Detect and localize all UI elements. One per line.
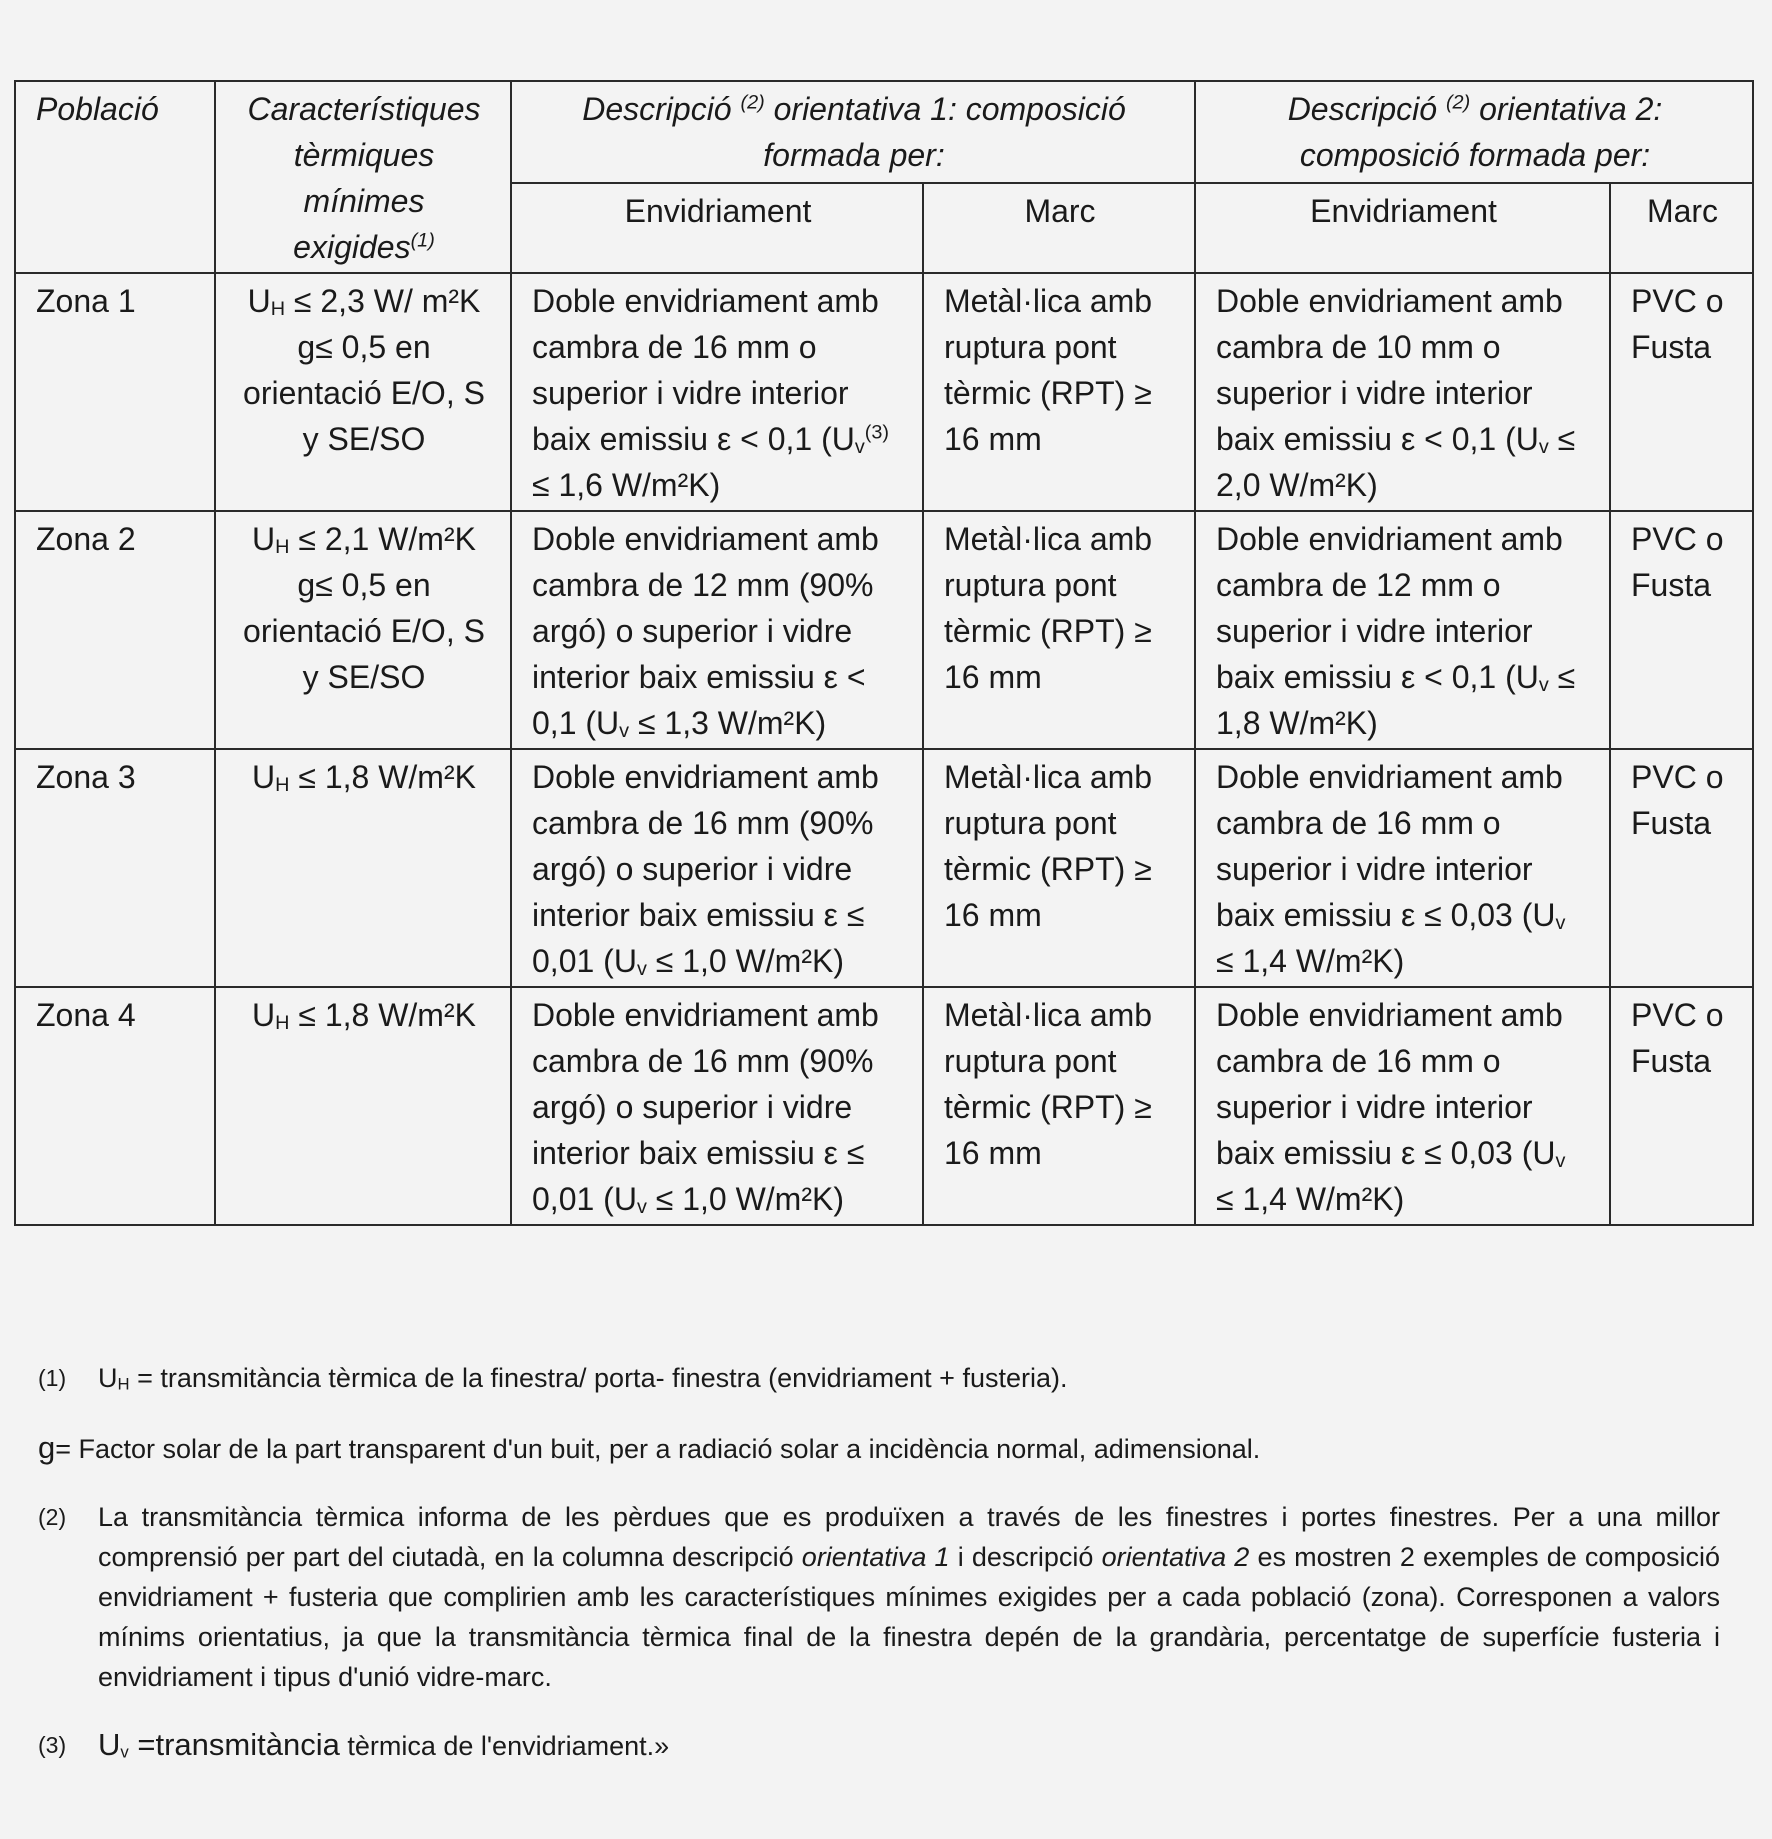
header-row bbox=[15, 81, 1753, 183]
table-row bbox=[15, 511, 1753, 749]
uv-subscript: v bbox=[1538, 673, 1549, 696]
table-row bbox=[15, 987, 1753, 1225]
uv-subscript: v bbox=[1538, 435, 1549, 458]
uv-subscript: v bbox=[619, 719, 630, 742]
footnote-2-italic-2: orientativa 2 bbox=[1101, 1542, 1250, 1572]
cell-zona: Zona 1 bbox=[15, 273, 215, 511]
cell-marc-2: PVC o Fusta bbox=[1610, 987, 1753, 1225]
footnote-2-a: La transmitància tèrmica informa de les pèrdues que es produïxen a través de les finestres i portes finestres. Per a una millor comprensió per part del ciutadà, en la columna descripció bbox=[98, 1502, 1720, 1572]
header-descripcio-1-a: Descripció bbox=[582, 91, 732, 127]
table-row bbox=[15, 749, 1753, 987]
env1-value: ≤ 1,6 W/m²K) bbox=[532, 467, 721, 503]
env2-value: ≤ 1,4 W/m²K) bbox=[1216, 1181, 1405, 1217]
cell-envidriament-1 bbox=[511, 749, 923, 987]
uv-subscript: v bbox=[120, 1742, 129, 1762]
footnote-2-italic-1: orientativa 1 bbox=[801, 1542, 950, 1572]
uh-symbol: U bbox=[247, 283, 271, 319]
env1-text: Doble envidriament amb cambra de 12 mm (90% argó) o superior i vidre interior baix emissiu ε < 0,1 (U bbox=[532, 521, 879, 741]
footnote-text bbox=[38, 1428, 1720, 1469]
footnote-1-text: = transmitància tèrmica de la finestra/ porta- finestra (envidriament + fusteria). bbox=[129, 1363, 1068, 1393]
env1-value: ≤ 1,0 W/m²K) bbox=[646, 1181, 844, 1217]
header-descripcio-1 bbox=[511, 81, 1195, 183]
uh-subscript: H bbox=[117, 1374, 130, 1394]
uh-symbol: U bbox=[98, 1363, 118, 1393]
footnote-ref-3: (3) bbox=[864, 421, 889, 444]
footnote-text bbox=[98, 1358, 1720, 1398]
uh-subscript: H bbox=[270, 297, 286, 320]
uv-subscript: v bbox=[1555, 1149, 1566, 1172]
footnote-1b-text: = Factor solar de la part transparent d'un buit, per a radiació solar a incidència normal, adimensional. bbox=[55, 1434, 1261, 1464]
uv-subscript: v bbox=[854, 435, 865, 458]
g-value: g≤ 0,5 en orientació E/O, S y SE/SO bbox=[243, 329, 485, 457]
footnote-number: (3) bbox=[38, 1732, 67, 1758]
footnote-text bbox=[98, 1497, 1720, 1697]
g-value: g≤ 0,5 en orientació E/O, S y SE/SO bbox=[243, 567, 485, 695]
header-marc-1: Marc bbox=[923, 183, 1195, 273]
env1-value: ≤ 1,3 W/m²K) bbox=[629, 705, 827, 741]
footnote-3-text: tèrmica de l'envidriament.» bbox=[339, 1731, 670, 1761]
env1-text: Doble envidriament amb cambra de 16 mm (90% argó) o superior i vidre interior baix emissiu ε ≤ 0,01 (U bbox=[532, 759, 879, 979]
uh-symbol: U bbox=[252, 521, 276, 557]
cell-marc-1: Metàl·lica amb ruptura pont tèrmic (RPT) ≥ 16 mm bbox=[923, 987, 1195, 1225]
cell-zona: Zona 3 bbox=[15, 749, 215, 987]
footnote-ref-2b: (2) bbox=[1445, 91, 1471, 114]
header-poblacio-text: Població bbox=[36, 91, 159, 127]
uv-subscript: v bbox=[636, 957, 647, 980]
env1-text: Doble envidriament amb cambra de 16 mm (90% argó) o superior i vidre interior baix emissiu ε ≤ 0,01 (U bbox=[532, 997, 879, 1217]
uh-value: ≤ 2,1 W/m²K bbox=[289, 521, 476, 557]
env2-value: ≤ 2,0 W/m²K) bbox=[1216, 421, 1576, 503]
footnote-1-g bbox=[38, 1428, 1720, 1469]
cell-envidriament-1 bbox=[511, 273, 923, 511]
header-envidriament-1: Envidriament bbox=[511, 183, 923, 273]
cell-envidriament-2 bbox=[1195, 749, 1610, 987]
cell-envidriament-2 bbox=[1195, 987, 1610, 1225]
cell-marc-2: PVC o Fusta bbox=[1610, 273, 1753, 511]
cell-marc-1: Metàl·lica amb ruptura pont tèrmic (RPT) ≥ 16 mm bbox=[923, 749, 1195, 987]
env2-text: Doble envidriament amb cambra de 16 mm o superior i vidre interior baix emissiu ε ≤ 0,03 (U bbox=[1216, 997, 1563, 1171]
footnote-2-b: i descripció bbox=[949, 1542, 1102, 1572]
env2-value: ≤ 1,4 W/m²K) bbox=[1216, 943, 1405, 979]
env2-text: Doble envidriament amb cambra de 12 mm o superior i vidre interior baix emissiu ε < 0,1 (U bbox=[1216, 521, 1563, 695]
cell-envidriament-1 bbox=[511, 511, 923, 749]
cell-marc-1: Metàl·lica amb ruptura pont tèrmic (RPT) ≥ 16 mm bbox=[923, 511, 1195, 749]
uv-subscript: v bbox=[636, 1195, 647, 1218]
footnote-number: (1) bbox=[38, 1365, 67, 1391]
uh-symbol: U bbox=[252, 759, 276, 795]
cell-marc-2: PVC o Fusta bbox=[1610, 749, 1753, 987]
cell-envidriament-2 bbox=[1195, 273, 1610, 511]
footnote-3 bbox=[38, 1725, 1720, 1766]
footnote-2 bbox=[38, 1497, 1720, 1697]
g-symbol: g bbox=[38, 1430, 56, 1465]
uv-subscript: v bbox=[1555, 911, 1566, 934]
env2-text: Doble envidriament amb cambra de 10 mm o superior i vidre interior baix emissiu ε < 0,1 (U bbox=[1216, 283, 1563, 457]
footnote-2-c: es mostren 2 exemples de composició envidriament + fusteria que complirien amb les característiques mínimes exigides per a cada població (zona). Corresponen a valors mínims orientatius, ja que la transmitància tèrmica final de la finestra depén de la grandària, percentatge de superfície fusteria i envidriament i tipus d'unió vidre-marc. bbox=[98, 1542, 1720, 1692]
footnote-ref-1: (1) bbox=[410, 229, 435, 252]
env1-text: Doble envidriament amb cambra de 16 mm o superior i vidre interior baix emissiu ε < 0,1 (U bbox=[532, 283, 879, 457]
cell-zona: Zona 4 bbox=[15, 987, 215, 1225]
env1-value: ≤ 1,0 W/m²K) bbox=[646, 943, 844, 979]
cell-envidriament-1 bbox=[511, 987, 923, 1225]
cell-envidriament-2 bbox=[1195, 511, 1610, 749]
uh-symbol: U bbox=[252, 997, 276, 1033]
cell-caracteristiques bbox=[215, 273, 511, 511]
uh-subscript: H bbox=[275, 1011, 290, 1034]
cell-zona: Zona 2 bbox=[15, 511, 215, 749]
cell-caracteristiques bbox=[215, 749, 511, 987]
footnote-1 bbox=[38, 1358, 1720, 1398]
cell-marc-2: PVC o Fusta bbox=[1610, 511, 1753, 749]
header-marc-2: Marc bbox=[1610, 183, 1753, 273]
table-row bbox=[15, 273, 1753, 511]
footnotes bbox=[38, 1358, 1720, 1794]
env2-text: Doble envidriament amb cambra de 16 mm o superior i vidre interior baix emissiu ε ≤ 0,03 (U bbox=[1216, 759, 1563, 933]
uh-subscript: H bbox=[275, 773, 290, 796]
env2-value: ≤ 1,8 W/m²K) bbox=[1216, 659, 1576, 741]
header-descripcio-2-b: orientativa 2: composició formada per: bbox=[1299, 91, 1663, 173]
uh-subscript: H bbox=[275, 535, 290, 558]
header-caracteristiques-text: Característiques tèrmiques mínimes exigides bbox=[247, 91, 481, 265]
header-descripcio-2 bbox=[1195, 81, 1753, 183]
header-caracteristiques bbox=[215, 81, 511, 273]
footnote-number: (2) bbox=[38, 1504, 67, 1530]
cell-marc-1: Metàl·lica amb ruptura pont tèrmic (RPT) ≥ 16 mm bbox=[923, 273, 1195, 511]
uh-value: ≤ 2,3 W/ m²K bbox=[285, 283, 481, 319]
header-descripcio-2-a: Descripció bbox=[1287, 91, 1438, 127]
uv-symbol: U bbox=[98, 1727, 121, 1762]
cell-caracteristiques bbox=[215, 511, 511, 749]
header-envidriament-2: Envidriament bbox=[1195, 183, 1610, 273]
footnote-3-big: =transmitància bbox=[128, 1727, 340, 1762]
header-poblacio bbox=[15, 81, 215, 273]
header-descripcio-1-b: orientativa 1: composició formada per: bbox=[763, 91, 1126, 173]
footnote-ref-2: (2) bbox=[740, 91, 765, 114]
uh-value: ≤ 1,8 W/m²K bbox=[289, 759, 476, 795]
window-requirements-table bbox=[14, 80, 1754, 1226]
cell-caracteristiques bbox=[215, 987, 511, 1225]
footnote-text bbox=[98, 1725, 1720, 1766]
uh-value: ≤ 1,8 W/m²K bbox=[289, 997, 476, 1033]
